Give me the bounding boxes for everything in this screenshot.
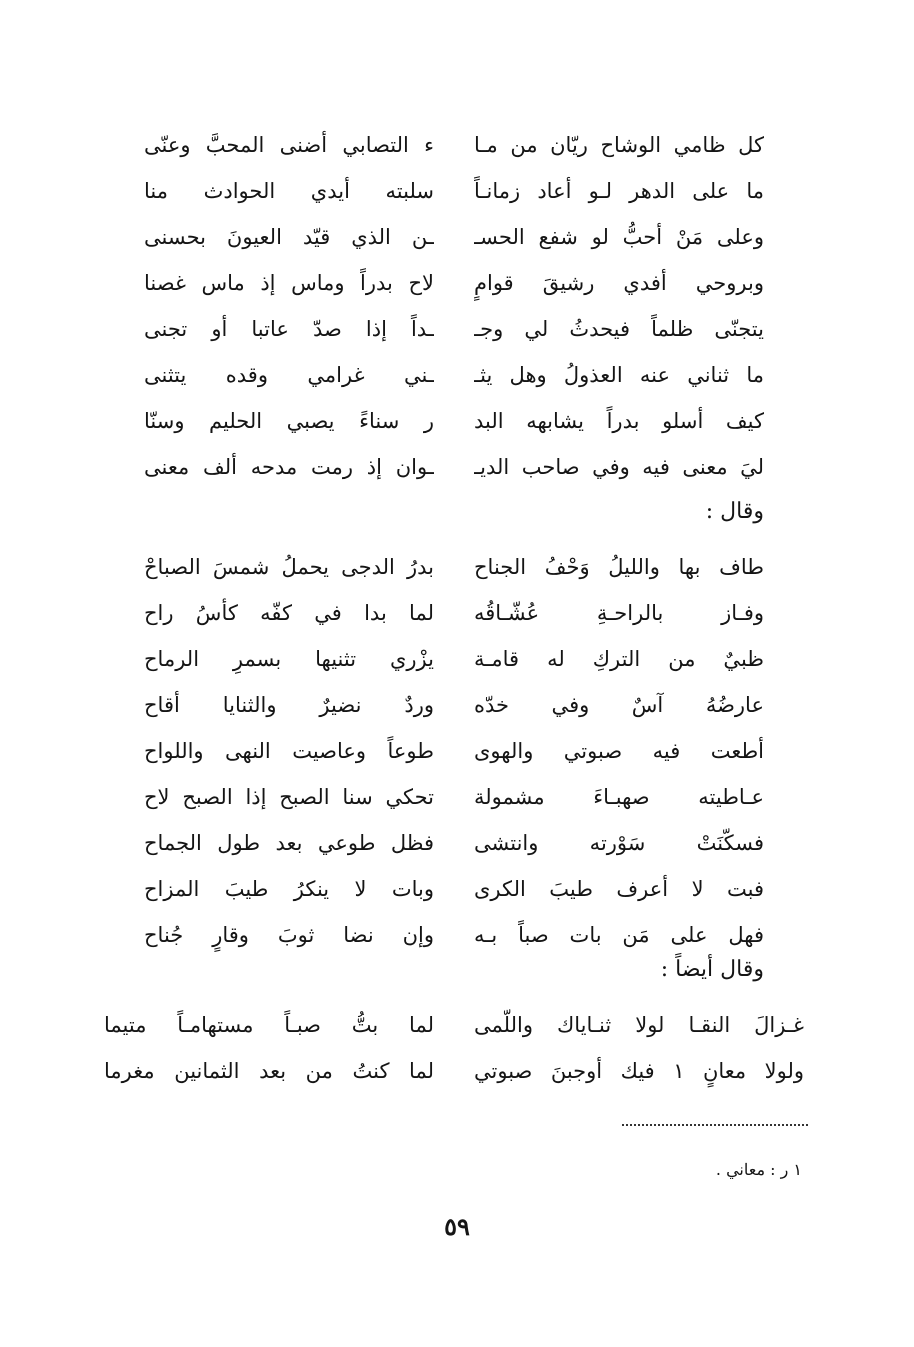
verse [144,444,764,490]
first-hemistich: غـزالَ النقـا لولا ثنـاياك واللّمى [474,1013,804,1037]
poem-1 [144,122,764,490]
first-hemistich: وفـاز بالراحـةِ عُشّـاقُه [474,601,764,625]
verse [144,866,764,912]
first-hemistich: فهل على مَن بات صباً بـه [474,923,764,947]
verse [144,728,764,774]
second-hemistich: لما بدا في كفّه كأسُ راح [144,601,434,625]
first-hemistich: وبروحي أفدي رشيقَ قوامٍ [474,271,764,295]
first-hemistich: ما ثناني عنه العذولُ وهل يثـ [474,363,764,387]
verse [104,1048,804,1094]
verse [144,260,764,306]
first-hemistich: أطعت فيه صبوتي والهوى [474,739,764,763]
first-hemistich: عارضُهُ آسٌ وفي خدّه [474,693,764,717]
second-hemistich: تحكي سنا الصبح إذا الصبح لاح [144,785,434,809]
first-hemistich: فبت لا أعرف طيبَ الكرى [474,877,764,901]
first-hemistich: يتجنّى ظلماً فيحدثُ لي وجـ [474,317,764,341]
second-hemistich: ـني غرامي وقده يتثنى [144,363,434,387]
verse [144,820,764,866]
first-hemistich: ليَ معنى فيه وفي صاحب الديـ [474,455,764,479]
first-hemistich: كيف أسلو بدراً يشابهه البد [474,409,764,433]
second-hemistich: ـداً إذا صدّ عاتبا أو تجنى [144,317,434,341]
second-hemistich: ـن الذي قيّد العيونَ بحسنى [144,225,434,249]
verse [144,352,764,398]
first-hemistich: طاف بها والليلُ وَحْفُ الجناح [474,555,764,579]
second-hemistich: وبات لا ينكرُ طيبَ المزاح [144,877,434,901]
poem-intro: وقال أيضاً : [660,957,764,982]
poem-3 [104,1002,804,1094]
verse [144,214,764,260]
first-hemistich: كل ظامي الوشاح ريّان من مـا [474,133,764,157]
verse [144,590,764,636]
poem-intro: وقال : [705,499,764,524]
second-hemistich: ـوان إذ رمت مدحه ألف معنى [144,455,434,479]
first-hemistich: ولولا معانٍ ١ فيك أوجبنَ صبوتي [474,1059,804,1083]
footnote: ١ ر : معاني . [715,1160,802,1179]
second-hemistich: بدرُ الدجى يحملُ شمسَ الصباحْ [144,555,434,579]
second-hemistich: ر سناءً يصبي الحليم وسنّا [144,409,434,433]
second-hemistich: لما كنتُ من بعد الثمانين مغرما [104,1059,434,1083]
verse [144,168,764,214]
second-hemistich: وردٌ نضيرٌ والثنايا أقاح [144,693,434,717]
verse [104,1002,804,1048]
verse [144,544,764,590]
second-hemistich: سلبته أيدي الحوادث منا [144,179,434,203]
verse [144,636,764,682]
second-hemistich: يزْري تثنيها بسمرِ الرماح [144,647,434,671]
first-hemistich: ظبيٌ من التركِ له قامـة [474,647,764,671]
footnote-divider [622,1124,808,1126]
second-hemistich: لما بتُّ صبـاً مستهامـاً متيما [104,1013,434,1037]
poem-2 [144,544,764,958]
first-hemistich: فسكّنَتْ سَوْرته وانتشى [474,831,764,855]
first-hemistich: عـاطيته صهبـاءَ مشمولة [474,785,764,809]
verse [144,398,764,444]
first-hemistich: وعلى مَنْ أحبُّ لو شفع الحسـ [474,225,764,249]
verse [144,306,764,352]
second-hemistich: ء التصابي أضنى المحبَّ وعنّى [144,133,434,157]
second-hemistich: فظل طوعي بعد طول الجماح [144,831,434,855]
verse [144,682,764,728]
second-hemistich: طوعاً وعاصيت النهى واللواح [144,739,434,763]
page-number: ٥٩ [444,1212,470,1241]
second-hemistich: وإن نضا ثوبَ وقارٍ جُناح [144,923,434,947]
second-hemistich: لاح بدراً وماس إذ ماس غصنا [144,271,434,295]
verse [144,122,764,168]
first-hemistich: ما على الدهر لـو أعاد زمانـاً [474,179,764,203]
verse [144,774,764,820]
